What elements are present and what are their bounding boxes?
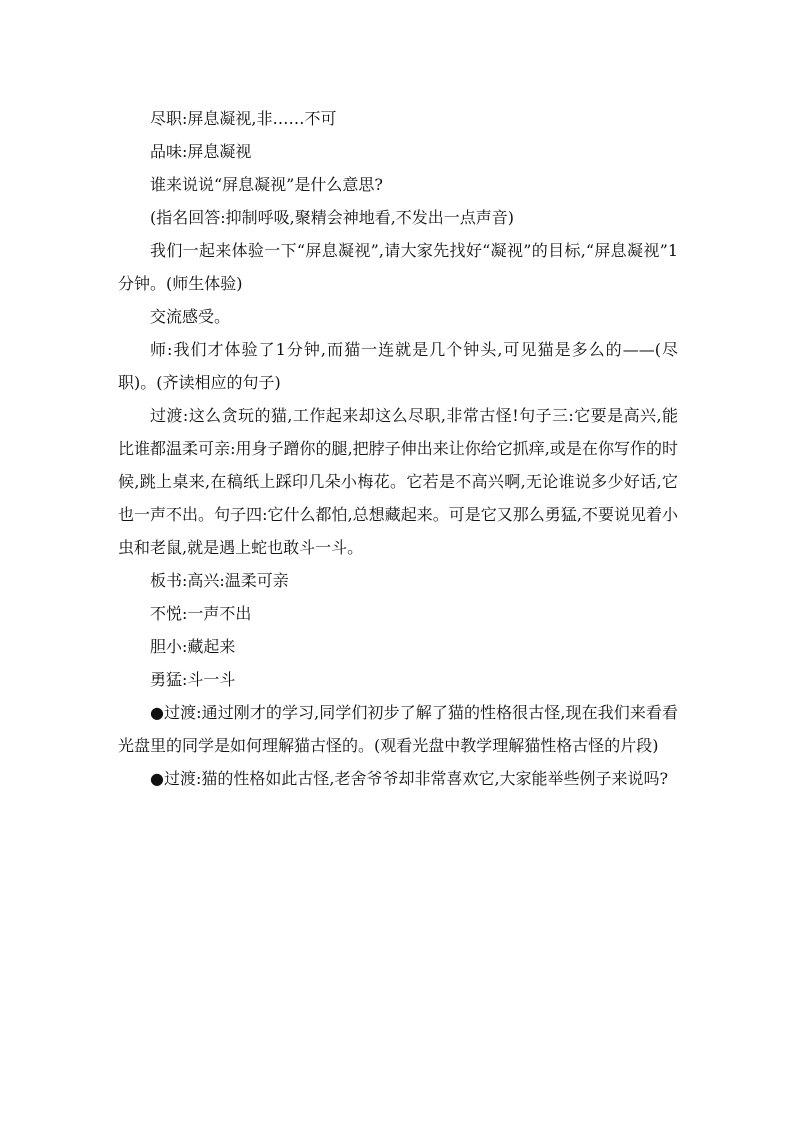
- paragraph-6: 交流感受。: [150, 307, 231, 326]
- paragraph-7: 师:我们才体验了1分钟,而猫一连就是几个钟头,可见猫是多么的——(尽职)。(齐读相应的句子): [118, 340, 678, 392]
- paragraph-9: 板书:高兴:温柔可亲: [150, 571, 289, 590]
- document-body: [118, 102, 678, 795]
- paragraph-2: 品味:屏息凝视: [150, 142, 252, 161]
- paragraph-11: 胆小:藏起来: [150, 637, 236, 656]
- paragraph-8: 过渡:这么贪玩的猫,工作起来却这么尽职,非常古怪!句子三:它要是高兴,能比谁都温柔可亲:用身子蹭你的腿,把脖子伸出来让你给它抓痒,或是在你写作的时候,跳上桌来,在稿纸上踩印几朵小梅花。它若是不高兴啊,无论谁说多少好话,它也一声不出。句子四:它什么都怕,总想藏起来。可是它又那么勇猛,不要说见着小虫和老鼠,就是遇上蛇也敢斗一斗。: [118, 406, 678, 557]
- paragraph-3: 谁来说说“屏息凝视”是什么意思?: [150, 175, 383, 194]
- paragraph-4: (指名回答:抑制呼吸,聚精会神地看,不发出一点声音): [150, 208, 515, 227]
- paragraph-12: 勇猛:斗一斗: [150, 670, 236, 689]
- paragraph-13: ●过渡:通过刚才的学习,同学们初步了解了猫的性格很古怪,现在我们来看看光盘里的同学是如何理解猫古怪的。(观看光盘中教学理解猫性格古怪的片段): [118, 703, 678, 755]
- paragraph-14: ●过渡:猫的性格如此古怪,老舍爷爷却非常喜欢它,大家能举些例子来说吗?: [150, 769, 669, 788]
- paragraph-10: 不悦:一声不出: [150, 604, 252, 623]
- paragraph-1: 尽职:屏息凝视,非……不可: [150, 109, 337, 128]
- paragraph-5: 我们一起来体验一下“屏息凝视”,请大家先找好“凝视”的目标,“屏息凝视”1分钟。(师生体验): [118, 241, 678, 293]
